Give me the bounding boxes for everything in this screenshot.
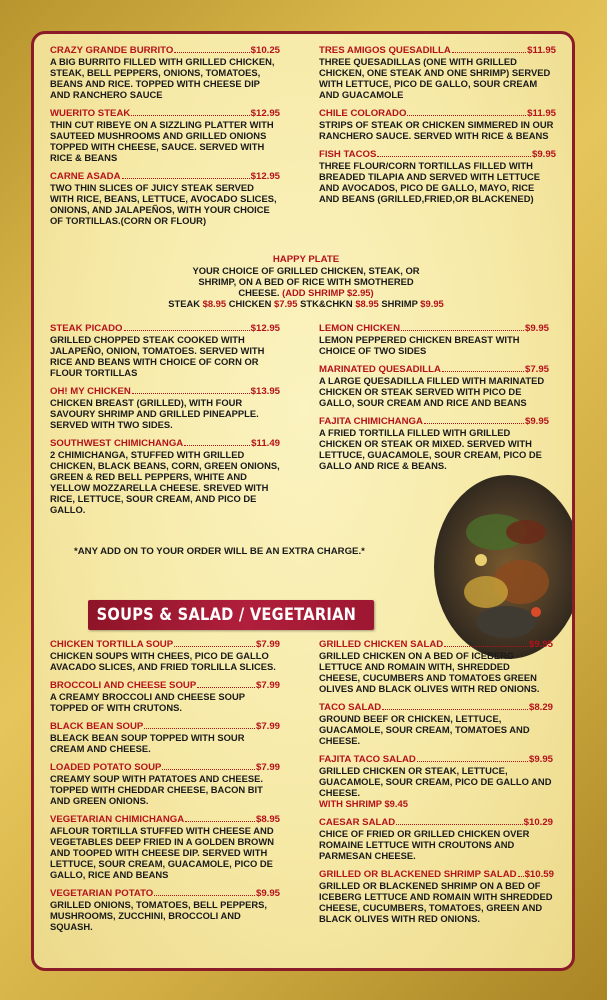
menu-item-name: STEAK PICADO: [50, 323, 123, 334]
menu-item-price: $10.25: [250, 45, 280, 56]
menu-item-description: CHICKEN BREAST (GRILLED), WITH FOUR SAVOURY SHRIMP AND GRILLED PINEAPPLE. SERVED WITH TWO SIDES.: [50, 397, 259, 430]
menu-item-name: OH! MY CHICKEN: [50, 386, 131, 397]
menu-item-name: BLACK BEAN SOUP: [50, 721, 144, 732]
menu-item-header: [319, 45, 556, 56]
menu-item-header: [50, 386, 280, 397]
menu-item-name: CRAZY GRANDE BURRITO: [50, 45, 174, 56]
dot-leader: [377, 156, 531, 157]
menu-item-description: AFLOUR TORTILLA STUFFED WITH CHEESE AND VEGETABLES DEEP FRIED IN A GOLDEN BROWN AND TOOPED WITH CHEESE DIP. SERVED WITH LETTUCE, SOUR CREAM, GUACAMOLE, PICO DE GALLO, RICE AND BEANS: [50, 825, 274, 880]
dot-leader: [162, 769, 255, 770]
happy-plate-desc-3: [54, 287, 558, 298]
menu-item: [50, 171, 280, 226]
menu-item-name: VEGETARIAN CHIMICHANGA: [50, 814, 185, 825]
menu-item-header: [319, 702, 553, 713]
menu-item-header: [50, 45, 280, 56]
menu-item: [50, 762, 280, 806]
menu-item-description: BLEACK BEAN SOUP TOPPED WITH SOUR CREAM AND CHEESE.: [50, 732, 245, 754]
menu-item-price: $10.59: [524, 869, 554, 880]
menu-item-header: [319, 817, 553, 828]
happy-plate-prices: [54, 298, 558, 309]
menu-item: [319, 416, 549, 471]
bottom-left-column: [50, 639, 280, 940]
happy-price-value: $7.95: [274, 298, 298, 309]
menu-item: [319, 45, 556, 100]
menu-item-description: GRILLED CHICKEN OR STEAK, LETTUCE, GUACAMOLE, SOUR CREAM, PICO DE GALLO AND CHEESE.: [319, 765, 552, 798]
dot-leader: [444, 646, 528, 647]
menu-item-price: $7.99: [255, 721, 280, 732]
menu-item-price: $9.95: [524, 323, 549, 334]
menu-item: [319, 364, 549, 408]
menu-item-name: LEMON CHICKEN: [319, 323, 401, 334]
dot-leader: [382, 709, 528, 710]
menu-item: [50, 814, 280, 880]
happy-plate-desc-2: SHRIMP, ON A BED OF RICE WITH SMOTHERED: [198, 276, 414, 287]
menu-item-price: $9.95: [528, 639, 553, 650]
menu-item-price: $10.29: [523, 817, 553, 828]
menu-item-description: THREE QUESADILLAS (ONE WITH GRILLED CHICKEN, ONE STEAK AND ONE SHRIMP) SERVED WITH LETTUCE, PICO DE GALLO, SOUR CREAM AND GUACAMOLE: [319, 56, 551, 100]
menu-item-header: [319, 639, 553, 650]
dot-leader: [424, 423, 524, 424]
middle-right-column: [319, 323, 549, 479]
happy-price-label: SHRIMP: [381, 298, 418, 309]
menu-item-name: CHICKEN TORTILLA SOUP: [50, 639, 174, 650]
menu-item: [50, 108, 280, 163]
menu-item-description: STRIPS OF STEAK OR CHICKEN SIMMERED IN OUR RANCHERO SAUCE. SERVED WITH RICE & BEANS: [319, 119, 554, 141]
menu-item-description: GROUND BEEF OR CHICKEN, LETTUCE, GUACAMOLE, SOUR CREAM, TOMATOES AND CHEESE.: [319, 713, 530, 746]
menu-item-price: $11.49: [251, 438, 280, 449]
dot-leader: [154, 895, 255, 896]
top-right-column: [319, 45, 556, 212]
menu-item-price: $9.95: [528, 754, 553, 765]
menu-item-header: [50, 639, 280, 650]
bottom-right-column: [319, 639, 553, 932]
menu-item: [319, 754, 553, 809]
dot-leader: [184, 445, 250, 446]
menu-item-name: CARNE ASADA: [50, 171, 121, 182]
menu-item: [50, 680, 280, 713]
menu-item: [319, 817, 553, 861]
dot-leader: [197, 687, 255, 688]
dot-leader: [124, 330, 250, 331]
dot-leader: [396, 824, 522, 825]
menu-item-price: $9.95: [524, 416, 549, 427]
menu-item-description: A BIG BURRITO FILLED WITH GRILLED CHICKEN, STEAK, BELL PEPPERS, ONIONS, TOMATOES, BEANS AND RICE. TOPPED WITH CHEESE DIP AND RANCHERO SAUCE: [50, 56, 275, 100]
happy-price-value: $8.95: [355, 298, 379, 309]
menu-item-price: $11.95: [527, 45, 556, 56]
menu-item-header: [319, 108, 556, 119]
menu-item-description: A FRIED TORTILLA FILLED WITH GRILLED CHICKEN OR STEAK OR MIXED. SERVED WITH LETTUCE, GUACAMOLE, SOUR CREAM, PICO DE GALLO AND RICE & BEANS.: [319, 427, 542, 471]
menu-item-price: $8.95: [255, 814, 280, 825]
menu-item-header: [319, 869, 553, 880]
menu-item-name: TRES AMIGOS QUESADILLA: [319, 45, 451, 56]
top-left-column: [50, 45, 280, 234]
section-title: SOUPS & SALAD / VEGETARIAN: [96, 605, 357, 625]
menu-item-name: VEGETARIAN POTATO: [50, 888, 154, 899]
menu-item-price: $11.95: [527, 108, 556, 119]
menu-item: [319, 149, 556, 204]
menu-item-name: BROCCOLI AND CHEESE SOUP: [50, 680, 197, 691]
menu-item-name: TACO SALAD: [319, 702, 382, 713]
menu-item-header: [319, 754, 553, 765]
menu-item-price: $7.99: [255, 639, 280, 650]
menu-item-header: [50, 323, 280, 334]
menu-item-header: [50, 888, 280, 899]
menu-item-extra: WITH SHRIMP $9.45: [319, 798, 408, 809]
menu-item-header: [319, 323, 549, 334]
happy-price-value: $9.95: [420, 298, 444, 309]
menu-item: [50, 323, 280, 378]
menu-item-price: $7.95: [524, 364, 549, 375]
dot-leader: [174, 646, 255, 647]
menu-item-price: $12.95: [250, 171, 280, 182]
menu-item-header: [50, 108, 280, 119]
menu-item: [50, 721, 280, 754]
menu-item-description: GRILLED CHOPPED STEAK COOKED WITH JALAPEÑO, ONION, TOMATOES. SERVED WITH RICE AND BEANS WITH CHOICE OF CORN OR FLOUR TORTILLAS: [50, 334, 265, 378]
menu-item-name: MARINATED QUESADILLA: [319, 364, 441, 375]
happy-plate-add-shrimp: (ADD SHRIMP $2.95): [282, 287, 374, 298]
menu-item-header: [319, 149, 556, 160]
add-on-note: *ANY ADD ON TO YOUR ORDER WILL BE AN EXTRA CHARGE.*: [74, 546, 365, 557]
menu-item-description: 2 CHIMICHANGA, STUFFED WITH GRILLED CHICKEN, BLACK BEANS, CORN, GREEN ONIONS, GREEN & RED BELL PEPPERS, WHITE AND YELLOW MOZZARELLA CHEESE. SREVED WITH RICE, LETTUCE, SOUR CREAM, AND PICO DE GALLO.: [50, 449, 280, 515]
menu-item-description: TWO THIN SLICES OF JUICY STEAK SERVED WITH RICE, BEANS, LETTUCE, AVOCADO SLICES, ONIONS, AND JALAPEÑOS, WITH YOUR CHOICE OF TORTILLAS.(CORN OR FLOUR): [50, 182, 277, 226]
happy-price-value: $8.95: [202, 298, 227, 309]
menu-item-description: GRILLED ONIONS, TOMATOES, BELL PEPPERS, MUSHROOMS, ZUCCHINI, BROCCOLI AND SQUASH.: [50, 899, 268, 932]
menu-item-name: GRILLED CHICKEN SALAD: [319, 639, 444, 650]
menu-item-name: FISH TACOS: [319, 149, 377, 160]
menu-item-name: LOADED POTATO SOUP: [50, 762, 162, 773]
dot-leader: [131, 115, 249, 116]
menu-item-header: [50, 814, 280, 825]
menu-item-header: [50, 438, 280, 449]
menu-item: [50, 438, 280, 515]
happy-price-label: CHICKEN: [228, 298, 272, 309]
section-banner: [88, 600, 374, 630]
menu-item: [50, 639, 280, 672]
menu-item-price: $13.95: [250, 386, 280, 397]
menu-item-description: GRILLED CHICKEN ON A BED OF ICEBERG LETTUCE AND ROMAIN WITH, SHREDDED CHEESE, CUCUMBERS AND TOMATOES GREEN OLIVES AND BLACK OLIVES WITH RED ONIONS.: [319, 650, 540, 694]
menu-item: [319, 108, 556, 141]
menu-item-description: THIN CUT RIBEYE ON A SIZZLING PLATTER WITH SAUTEED MUSHROOMS AND GRILLED ONIONS TOPPED WITH CHEESE, SAUCE. SERVED WITH RICE & BEANS: [50, 119, 274, 163]
menu-item-price: $12.95: [250, 108, 280, 119]
menu-item-price: $7.99: [255, 762, 280, 773]
menu-item-description: CHICKEN SOUPS WITH CHEES, PICO DE GALLO AVACADO SLICES, AND FRIED TORLILLA SLICES.: [50, 650, 276, 672]
menu-item-name: FAJITA TACO SALAD: [319, 754, 416, 765]
menu-item-name: SOUTHWEST CHIMICHANGA: [50, 438, 184, 449]
menu-item-name: CAESAR SALAD: [319, 817, 396, 828]
dot-leader: [518, 876, 524, 877]
happy-plate: [54, 254, 558, 309]
menu-item-header: [50, 721, 280, 732]
dot-leader: [417, 761, 528, 762]
menu-item-description: CHICE OF FRIED OR GRILLED CHICKEN OVER ROMAINE LETTUCE WITH CROUTONS AND PARMESAN CHEESE.: [319, 828, 530, 861]
menu-item-description: GRILLED OR BLACKENED SHRIMP ON A BED OF ICEBERG LETTUCE AND ROMAIN WITH SHREDDED CHEESE, CUCUMBERS, TOMATOES, GREEN AND BLACK OLIVES WITH RED ONIONS.: [319, 880, 553, 924]
dot-leader: [442, 371, 524, 372]
menu-item-price: $7.99: [255, 680, 280, 691]
dot-leader: [132, 393, 250, 394]
menu-item-description: THREE FLOUR/CORN TORTILLAS FILLED WITH BREADED TILAPIA AND SERVED WITH LETTUCE AND AVOCADOS, PICO DE GALLO, MAYO, RICE AND BEANS (GRILLED,FRIED,OR BLACKENED): [319, 160, 541, 204]
menu-item-header: [319, 364, 549, 375]
dot-leader: [122, 178, 250, 179]
happy-plate-title: HAPPY PLATE: [272, 254, 340, 265]
menu-item-price: $9.95: [255, 888, 280, 899]
happy-plate-cheese: CHEESE.: [238, 287, 280, 298]
menu-item: [50, 386, 280, 430]
menu-item: [319, 702, 553, 746]
happy-price-label: STK&CHKN: [300, 298, 353, 309]
menu-item-name: CHILE COLORADO: [319, 108, 407, 119]
menu-item-header: [50, 762, 280, 773]
menu-item-header: [50, 171, 280, 182]
menu-item-price: $8.29: [528, 702, 553, 713]
dot-leader: [401, 330, 524, 331]
menu-item-description: A LARGE QUESADILLA FILLED WITH MARINATED CHICKEN OR STEAK SERVED WITH PICO DE GALLO, SOUR CREAM AND RICE AND BEANS: [319, 375, 545, 408]
menu-item-header: [319, 416, 549, 427]
menu-item-price: $9.95: [531, 149, 556, 160]
menu-item: [50, 45, 280, 100]
menu-card: [31, 31, 575, 971]
happy-price-label: STEAK: [168, 298, 200, 309]
dot-leader: [452, 52, 526, 53]
middle-left-column: [50, 323, 280, 523]
menu-item: [319, 639, 553, 694]
menu-item: [319, 869, 553, 924]
menu-item-description: CREAMY SOUP WITH PATATOES AND CHEESE. TOPPED WITH CHEDDAR CHEESE, BACON BIT AND GREEN ONIONS.: [50, 773, 264, 806]
menu-item: [50, 888, 280, 932]
menu-item-price: $12.95: [250, 323, 280, 334]
menu-item-description: A CREAMY BROCCOLI AND CHEESE SOUP TOPPED OF WITH CRUTONS.: [50, 691, 245, 713]
menu-item-description: LEMON PEPPERED CHICKEN BREAST WITH CHOICE OF TWO SIDES: [319, 334, 520, 356]
menu-item-header: [50, 680, 280, 691]
dot-leader: [185, 821, 255, 822]
menu-item-name: GRILLED OR BLACKENED SHRIMP SALAD: [319, 869, 517, 880]
dot-leader: [144, 728, 255, 729]
happy-plate-desc-1: YOUR CHOICE OF GRILLED CHICKEN, STEAK, OR: [192, 265, 420, 276]
menu-item-name: FAJITA CHIMICHANGA: [319, 416, 423, 427]
menu-item: [319, 323, 549, 356]
menu-item-name: WUERITO STEAK: [50, 108, 131, 119]
dot-leader: [407, 115, 526, 116]
dot-leader: [174, 52, 249, 53]
